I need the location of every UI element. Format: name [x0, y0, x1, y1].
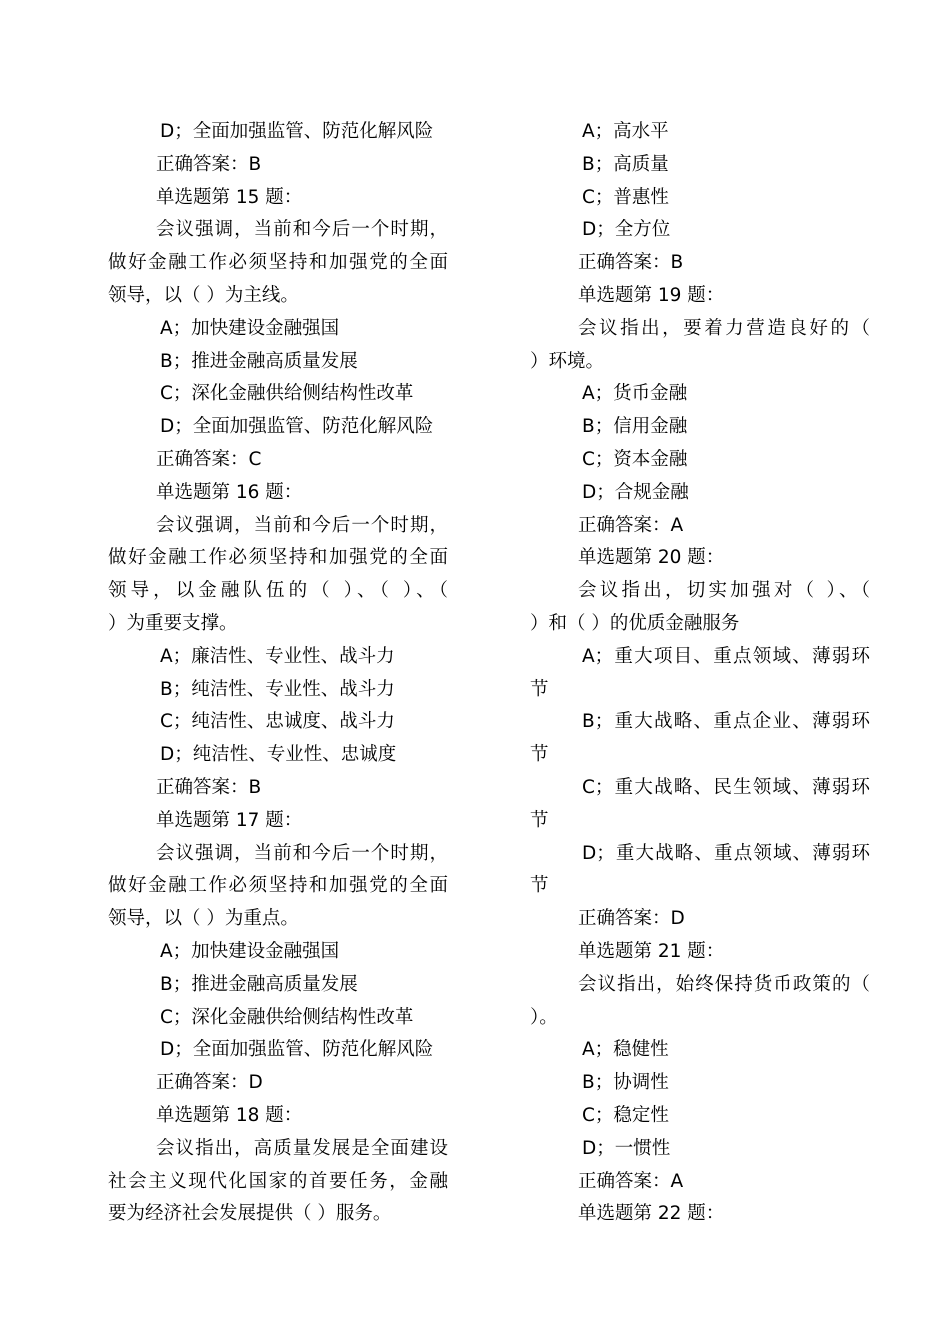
text-line: B；纯洁性、专业性、战斗力 [160, 678, 395, 700]
text-line: 节 [530, 744, 549, 766]
text-line: 正确答案：A [578, 1170, 684, 1192]
text-line: 节 [530, 875, 549, 897]
text-line: C；深化金融供给侧结构性改革 [160, 1006, 414, 1028]
text-line: 单选题第 22 题： [578, 1203, 725, 1225]
text-line: 正确答案：B [578, 252, 684, 274]
text-line: A；货币金融 [582, 383, 688, 405]
text-line: 做好金融工作必须坚持和加强党的全面 [108, 252, 448, 274]
text-line: ）为重要支撑。 [108, 612, 238, 634]
text-line: 会议指出，切实加强对（ ）、（ [578, 580, 870, 602]
text-line: 做好金融工作必须坚持和加强党的全面 [108, 547, 448, 569]
text-line: D；纯洁性、专业性、忠诚度 [160, 744, 397, 766]
text-line: 会议指出，高质量发展是全面建设 [156, 1137, 448, 1159]
text-line: A；高水平 [582, 121, 669, 142]
text-line: B；推进金融高质量发展 [160, 350, 358, 372]
text-line: 会议强调，当前和今后一个时期， [156, 842, 448, 864]
text-line: B；信用金融 [582, 416, 688, 438]
text-line: D；全方位 [582, 219, 671, 241]
text-line: 正确答案：D [578, 908, 685, 930]
text-line: D；全面加强监管、防范化解风险 [160, 416, 434, 438]
right-column [530, 116, 870, 1231]
text-line: B；重大战略、重点企业、薄弱环 [582, 711, 870, 733]
text-line: D；全面加强监管、防范化解风险 [160, 1039, 434, 1061]
text-line: 领导，以（ ）为主线。 [108, 284, 299, 306]
text-line: ）和（ ）的优质金融服务 [530, 612, 740, 634]
text-line: C；深化金融供给侧结构性改革 [160, 383, 414, 405]
text-line: 单选题第 19 题： [578, 284, 725, 306]
text-line: C；重大战略、民生领域、薄弱环 [582, 776, 870, 798]
text-line: 正确答案：B [156, 153, 262, 175]
text-line: 正确答案：B [156, 776, 262, 798]
text-line: 节 [530, 809, 549, 831]
text-line: D；重大战略、重点领域、薄弱环 [582, 842, 870, 864]
text-line: 要为经济社会发展提供（ ）服务。 [108, 1203, 392, 1225]
text-line: C；稳定性 [582, 1104, 669, 1126]
text-line: ）环境。 [530, 350, 605, 372]
text-line: 领导，以金融队伍的（ ）、（ ）、（ [108, 580, 448, 602]
text-line: 单选题第 18 题： [156, 1104, 303, 1126]
text-line: 会议强调，当前和今后一个时期， [156, 219, 448, 241]
text-line: C；资本金融 [582, 448, 688, 470]
text-line: A；加快建设金融强国 [160, 940, 340, 962]
text-line: 社会主义现代化国家的首要任务，金融 [108, 1170, 448, 1192]
text-line: B；推进金融高质量发展 [160, 973, 358, 995]
text-line: 做好金融工作必须坚持和加强党的全面 [108, 875, 448, 897]
text-line: 会议指出，要着力营造良好的（ [578, 317, 870, 339]
text-line: 单选题第 17 题： [156, 809, 303, 831]
text-line: 单选题第 16 题： [156, 481, 303, 503]
text-line: 节 [530, 678, 549, 700]
text-line: D；合规金融 [582, 481, 689, 503]
text-line: 正确答案：D [156, 1072, 263, 1094]
text-line: 会议强调，当前和今后一个时期， [156, 514, 448, 536]
text-line: 领导，以（ ）为重点。 [108, 908, 299, 930]
text-line: 正确答案：A [578, 514, 684, 536]
text-line: ）。 [530, 1006, 558, 1028]
text-line: B；高质量 [582, 153, 669, 175]
text-line: A；加快建设金融强国 [160, 317, 340, 339]
text-line: 单选题第 21 题： [578, 940, 725, 962]
text-line: A；廉洁性、专业性、战斗力 [160, 645, 395, 667]
text-line: C；纯洁性、忠诚度、战斗力 [160, 711, 395, 733]
text-line: A；稳健性 [582, 1039, 669, 1061]
text-line: A；重大项目、重点领域、薄弱环 [582, 645, 870, 667]
text-line: 单选题第 15 题： [156, 186, 303, 208]
text-line: B；协调性 [582, 1072, 669, 1094]
text-line: D；全面加强监管、防范化解风险 [160, 121, 434, 142]
text-line: D；一惯性 [582, 1137, 671, 1159]
text-line: 会议指出，始终保持货币政策的（ [578, 973, 870, 995]
text-line: C；普惠性 [582, 186, 669, 208]
left-column [108, 116, 448, 1231]
text-line: 正确答案：C [156, 448, 262, 470]
text-line: 单选题第 20 题： [578, 547, 725, 569]
